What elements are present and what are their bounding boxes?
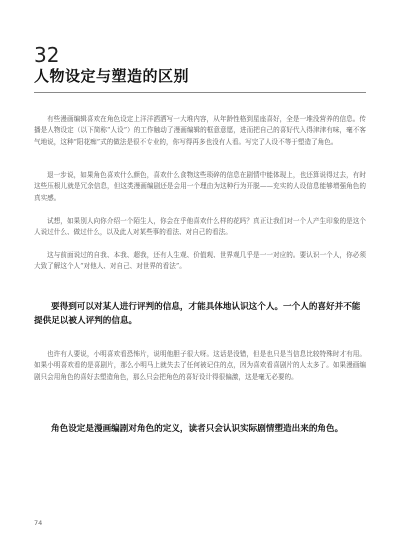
body-paragraph-4: 这与前面说过的自我、本我、超我，还有人生观、价值观、世界观几乎是一一对应的。要认识一个人，你必须大致了解这个人“对他人、对自己、对世界的看法”。 — [34, 251, 366, 271]
emphasis-statement-2: 角色设定是漫画编剧对角色的定义，读者只会认识实际剧情塑造出来的角色。 — [51, 424, 344, 434]
emphasis-statement-1: 要得到可以对某人进行评判的信息，才能具体地认识这个人。一个人的喜好并不能提供足以被人评判的信息。 — [34, 302, 361, 326]
body-paragraph-3: 试想，如果别人向你介绍一个陌生人，你会在乎他喜欢什么样的花吗？真正让我们对一个人产生印象的是这个人说过什么、做过什么，以及此人对某些事的看法、对自己的看法。 — [34, 217, 366, 237]
body-paragraph-2: 退一步说，如果角色喜欢什么颜色，喜欢什么食物这些琐碎的信息在剧情中能体现上，也还算说得过去，有时这些压根儿就是冗余信息，但这类漫画编剧还是会用一个理由为这种行为开脱——充实的人设信息能够增强角色的真实感。 — [34, 171, 366, 202]
body-paragraph-1: 有些漫画编辑喜欢在角色设定上洋洋洒洒写一大堆内容，从年龄性格到星座喜好，全是一堆没营养的信息。传播是人物设定（以下简称“人设”）的工作触动了漫画编辑的框意意愿，进而把自己的喜好代入得津津有味，毫不客气地说，这种“阳花痴”式的做法是很不专业的，你写得再多也没有人看。写完了人设不等于塑造了角色。 — [34, 115, 366, 146]
body-paragraph-5: 也许有人要说，小明喜欢看恐怖片，说明他胆子很大呀。这话是没错，但是也只是当信息比较特殊时才有用。如果小明喜欢看的是喜剧片，那么小明马上就失去了任何被记住的点，因为喜欢看喜剧片的人太多了。如果漫画编剧只会用角色的喜好去塑造角色，那么只会把角色的喜好设计得很偏激，这是毫无必要的。 — [34, 350, 366, 381]
chapter-number: 32 — [34, 43, 60, 67]
chapter-title: 人物设定与塑造的区别 — [34, 67, 190, 85]
title-divider — [34, 92, 366, 93]
page-number: 74 — [34, 519, 43, 527]
